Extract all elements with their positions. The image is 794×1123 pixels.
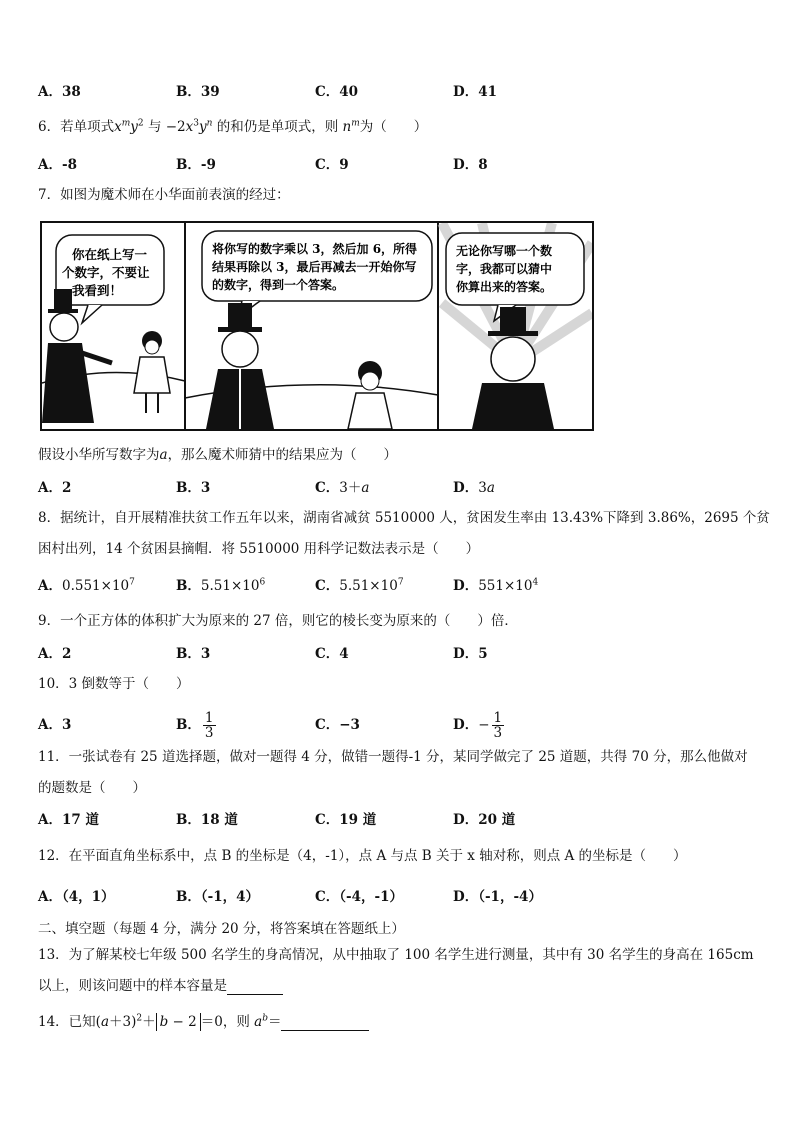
q14-stem: 14．已知$(a+3)^2+ b - 2 =0$，则 $a^b=$ (38, 1013, 369, 1031)
option-b[interactable]: B． $\frac{1}{3}$ (176, 710, 214, 741)
option-d[interactable]: D．41 (453, 84, 497, 100)
option-a[interactable]: A．-8 (38, 157, 77, 173)
option-d[interactable]: D．3a (453, 480, 495, 496)
q9-options (38, 643, 758, 665)
option-c[interactable]: C．$5.51\times 10^7$ (315, 577, 404, 594)
bubble2-line3: 的数字，得到一个答案。 (212, 278, 345, 292)
option-d[interactable]: D．5 (453, 646, 488, 662)
q14-answer-blank[interactable] (281, 1016, 369, 1031)
q11-line1: 11．一张试卷有 25 道选择题，做对一题得 4 分，做错一题得-1 分，某同学做完了 25 道题，共得 70 分，那么他做对 (38, 749, 748, 765)
option-c[interactable]: C．9 (315, 157, 349, 173)
q9-stem: 9．一个正方体的体积扩大为原来的 27 倍，则它的棱长变为原来的（ ）倍． (38, 613, 518, 629)
option-d[interactable]: D．− $\frac{1}{3}$ (453, 710, 503, 741)
bubble3-line3: 你算出来的答案。 (456, 280, 553, 294)
q11-line2: 的题数是（ ） (38, 780, 146, 796)
option-d[interactable]: D．8 (453, 157, 488, 173)
bubble3-line2: 字，我都可以猜中 (456, 262, 553, 276)
q7-options (38, 477, 758, 499)
option-b[interactable]: B．39 (176, 84, 220, 100)
q8-options (38, 575, 758, 597)
q13-line2: 以上，则该问题中的样本容量是 (38, 977, 283, 995)
q11-options (38, 809, 758, 831)
section-fill-in-title: 二、填空题（每题 4 分，满分 20 分，将答案填在答题纸上） (38, 921, 405, 937)
option-a[interactable]: A．17 道 (38, 812, 99, 828)
bubble2-line1: 将你写的数字乘以 3，然后加 6，所得 (212, 242, 418, 256)
option-a[interactable]: A．2 (38, 480, 72, 496)
q10-options (38, 709, 758, 741)
option-c[interactable]: C．−3 (315, 717, 360, 733)
q8-line1: 8．据统计，自开展精准扶贫工作五年以来，湖南省减贫 5510000 人，贫困发生率由 13.43%下降到 3.86%，2695 个贫 (38, 510, 770, 526)
bubble1-line2: 个数字，不要让 (62, 265, 150, 280)
q7-question: 假设小华所写数字为a，那么魔术师猜中的结果应为（ ） (38, 447, 398, 463)
q10-stem: 10．3 倒数等于（ ） (38, 676, 190, 692)
option-c[interactable]: C．3＋a (315, 480, 370, 496)
option-d[interactable]: D．20 道 (453, 812, 516, 828)
cartoon-illustration (42, 223, 592, 429)
bubble1-line1: 你在纸上写一 (72, 247, 148, 262)
bubble2-line2: 结果再除以 3，最后再减去一开始你写 (212, 260, 417, 274)
q5-options (38, 81, 758, 103)
option-b[interactable]: B．$5.51\times 10^6$ (176, 577, 266, 594)
option-a[interactable]: A．（4，1） (38, 889, 115, 905)
option-b[interactable]: B．3 (176, 646, 211, 662)
option-c[interactable]: C．40 (315, 84, 359, 100)
q7-stem: 7．如图为魔术师在小华面前表演的经过： (38, 187, 290, 203)
option-d[interactable]: D．（-1，-4） (453, 889, 542, 905)
bubble3-line1: 无论你写哪一个数 (456, 244, 553, 258)
option-d[interactable]: D．$551\times 10^4$ (453, 577, 539, 594)
option-a[interactable]: A．3 (38, 717, 72, 733)
option-a[interactable]: A．$0.551\times 10^7$ (38, 577, 135, 594)
q13-line1: 13．为了解某校七年级 500 名学生的身高情况，从中抽取了 100 名学生进行测量，其中有 30 名学生的身高在 165cm (38, 947, 754, 963)
option-b[interactable]: B．18 道 (176, 812, 238, 828)
q12-stem: 12．在平面直角坐标系中，点 B 的坐标是（4，-1），点 A 与点 B 关于 x 轴对称，则点 A 的坐标是（ ） (38, 848, 687, 864)
magician-cartoon (40, 221, 594, 431)
bubble1-line3: 我看到！ (72, 283, 123, 298)
option-c[interactable]: C．（-4，-1） (315, 889, 403, 905)
option-a[interactable]: A．38 (38, 84, 81, 100)
q13-answer-blank[interactable] (227, 980, 283, 995)
q8-line2: 困村出列，14 个贫困县摘帽．将 5510000 用科学记数法表示是（ ） (38, 541, 480, 557)
option-c[interactable]: C．19 道 (315, 812, 377, 828)
option-b[interactable]: B．（-1，4） (176, 889, 260, 905)
option-a[interactable]: A．2 (38, 646, 72, 662)
q12-options (38, 886, 758, 908)
q6-options (38, 154, 758, 176)
option-b[interactable]: B．-9 (176, 157, 216, 173)
option-b[interactable]: B．3 (176, 480, 211, 496)
q6-stem: 6．若单项式$x^my^2$ 与 $-2x^3y^n$ 的和仍是单项式，则 $n^m$为（ ） (38, 118, 428, 135)
option-c[interactable]: C．4 (315, 646, 349, 662)
